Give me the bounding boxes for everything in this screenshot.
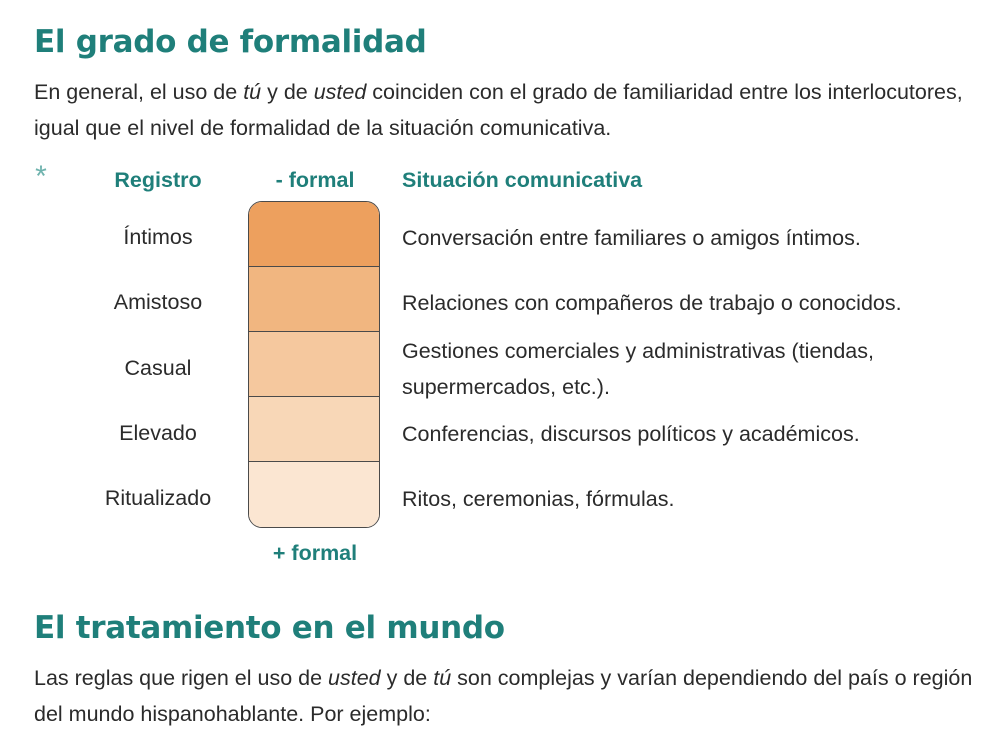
formality-segment-casual — [249, 332, 379, 397]
registro-label-intimos: Íntimos — [123, 225, 193, 249]
situacion-text-casual: Gestiones comerciales y administrativas (tiendas, supermercados, etc.). — [402, 339, 874, 399]
formality-segment-ritualizado — [249, 462, 379, 527]
intro-italic-tu: tú — [243, 80, 262, 104]
section-title-tratamiento: El tratamiento en el mundo — [34, 610, 505, 646]
formality-segment-elevado — [249, 397, 379, 462]
intro-text: y de — [380, 666, 434, 690]
intro-text: coinciden con el grado de familiaridad entre los interlocutores, igual que el nivel de formalidad de la situación comunicativa. — [34, 80, 963, 140]
column-header-registro: Registro — [114, 168, 202, 192]
formality-segment-intimos — [249, 202, 379, 267]
registro-label-ritualizado: Ritualizado — [104, 486, 212, 510]
situacion-text-amistoso: Relaciones con compañeros de trabajo o conocidos. — [402, 291, 902, 315]
asterisk-icon: * — [35, 160, 47, 193]
intro-italic-tu: tú — [433, 666, 452, 690]
situacion-text-intimos: Conversación entre familiares o amigos íntimos. — [402, 226, 861, 250]
more-formal-label: + formal — [272, 541, 358, 565]
column-header-situacion: Situación comunicativa — [402, 168, 643, 192]
registro-label-casual: Casual — [124, 356, 192, 380]
section-title-formalidad: El grado de formalidad — [34, 24, 427, 60]
column-header-less-formal: - formal — [275, 168, 355, 192]
intro-paragraph-formalidad — [34, 74, 989, 146]
intro-text: son complejas y varían dependiendo del país o región del mundo hispanohablante. Por ejemplo: — [34, 666, 973, 726]
intro-text: Las reglas que rigen el uso de — [34, 666, 329, 690]
intro-italic-usted: usted — [328, 666, 381, 690]
situacion-text-ritualizado: Ritos, ceremonias, fórmulas. — [402, 487, 675, 511]
registro-label-elevado: Elevado — [119, 421, 197, 445]
intro-italic-usted: usted — [313, 80, 367, 104]
intro-paragraph-tratamiento — [34, 660, 989, 732]
situacion-text-elevado: Conferencias, discursos políticos y académicos. — [402, 422, 860, 446]
formality-segment-amistoso — [249, 267, 379, 332]
intro-text: En general, el uso de — [34, 80, 244, 104]
formality-scale-bar — [248, 201, 380, 528]
intro-text: y de — [261, 80, 314, 104]
registro-label-amistoso: Amistoso — [113, 290, 203, 314]
